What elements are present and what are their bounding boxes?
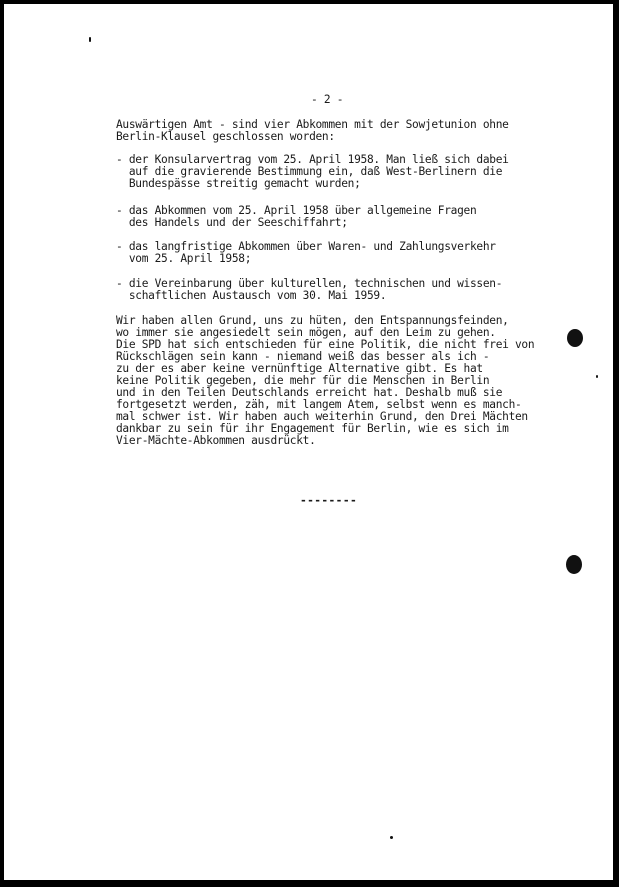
closing-line: Vier-Mächte-Abkommen ausdrückt. [116, 434, 316, 447]
closing-line: zu der es aber keine vernünftige Alternative gibt. Es hat [116, 362, 483, 375]
bullet-line: - der Konsularvertrag vom 25. April 1958. Man ließ sich dabei [116, 153, 509, 166]
closing-line: Wir haben allen Grund, uns zu hüten, den Entspannungsfeinden, [116, 314, 509, 327]
bullet-line: - das Abkommen vom 25. April 1958 über allgemeine Fragen [116, 204, 477, 217]
closing-line: Die SPD hat sich entschieden für eine Politik, die nicht frei von [116, 338, 535, 351]
scan-speck [596, 375, 598, 378]
scan-speck [390, 836, 393, 839]
bullet-line: - die Vereinbarung über kulturellen, technischen und wissen- [116, 277, 503, 290]
closing-line: mal schwer ist. Wir haben auch weiterhin Grund, den Drei Mächten [116, 410, 528, 423]
closing-line: dankbar zu sein für ihr Engagement für Berlin, wie es sich im [116, 422, 509, 435]
punch-hole-mark [567, 329, 583, 347]
page-number: - 2 - [311, 93, 344, 106]
closing-line: keine Politik gegeben, die mehr für die Menschen in Berlin [116, 374, 490, 387]
bullet-line: Bundespässe streitig gemacht wurden; [116, 177, 361, 190]
closing-line: fortgesetzt werden, zäh, mit langem Atem, selbst wenn es manch- [116, 398, 522, 411]
intro-line: Auswärtigen Amt - sind vier Abkommen mit der Sowjetunion ohne [116, 118, 509, 131]
bullet-line: - das langfristige Abkommen über Waren- und Zahlungsverkehr [116, 240, 496, 253]
closing-line: wo immer sie angesiedelt sein mögen, auf den Leim zu gehen. [116, 326, 496, 339]
bullet-line: vom 25. April 1958; [116, 252, 252, 265]
closing-line: und in den Teilen Deutschlands erreicht hat. Deshalb muß sie [116, 386, 503, 399]
intro-line: Berlin-Klausel geschlossen worden: [116, 130, 335, 143]
bullet-line: schaftlichen Austausch vom 30. Mai 1959. [116, 289, 387, 302]
bullet-line: auf die gravierende Bestimmung ein, daß West-Berlinern die [116, 165, 503, 178]
scan-speck [89, 37, 91, 42]
document-page [4, 4, 613, 880]
punch-hole-mark [566, 555, 582, 574]
end-rule: -------- [300, 494, 358, 507]
bullet-line: des Handels und der Seeschiffahrt; [116, 216, 348, 229]
closing-line: Rückschlägen sein kann - niemand weiß das besser als ich - [116, 350, 490, 363]
